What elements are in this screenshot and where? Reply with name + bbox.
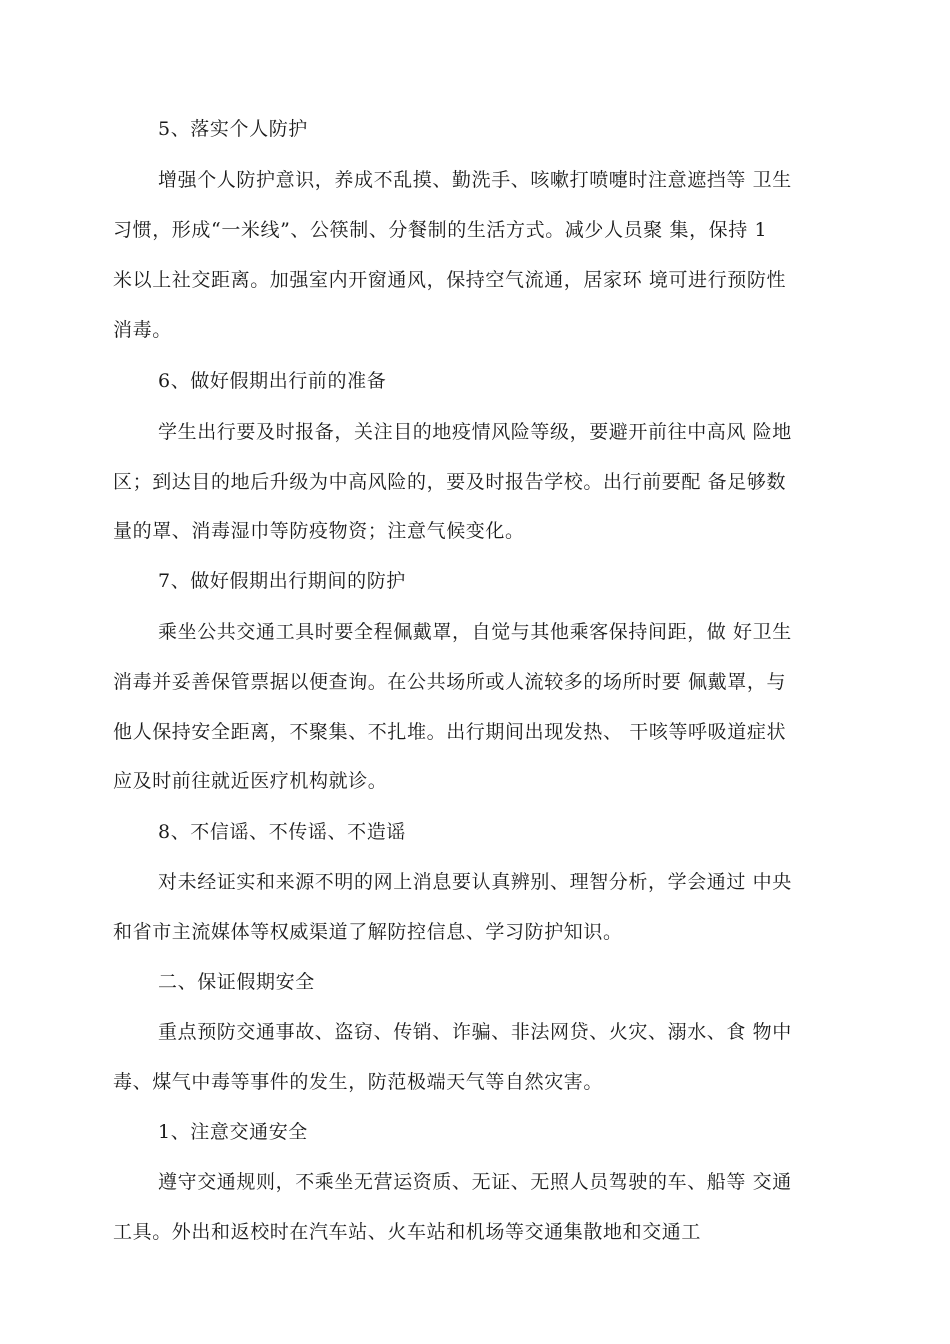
paragraph-line: 重点预防交通事故、盗窃、传销、诈骗、非法网贷、火灾、溺水、食 物中 xyxy=(158,1021,792,1043)
paragraph-line: 乘坐公共交通工具时要全程佩戴罩，自觉与其他乘客保持间距，做 好卫生 xyxy=(158,621,792,643)
paragraph-line: 增强个人防护意识，养成不乱摸、勤洗手、咳嗽打喷嚏时注意遮挡等 卫生 xyxy=(158,169,792,191)
heading-pre-travel: 6、做好假期出行前的准备 xyxy=(158,370,387,392)
heading-rumors: 8、不信谣、不传谣、不造谣 xyxy=(158,821,406,843)
paragraph-line: 消毒。 xyxy=(113,319,172,341)
paragraph-line: 毒、煤气中毒等事件的发生，防范极端天气等自然灾害。 xyxy=(113,1071,604,1093)
paragraph-line: 遵守交通规则，不乘坐无营运资质、无证、无照人员驾驶的车、船等 交通 xyxy=(158,1171,792,1193)
paragraph-line: 工具。外出和返校时在汽车站、火车站和机场等交通集散地和交通工 xyxy=(113,1221,702,1243)
paragraph-line: 米以上社交距离。加强室内开窗通风，保持空气流通，居家环 境可进行预防性 xyxy=(113,269,787,291)
section-heading-holiday-safety: 二、保证假期安全 xyxy=(158,971,315,993)
heading-during-travel: 7、做好假期出行期间的防护 xyxy=(158,570,406,592)
heading-personal-protection: 5、落实个人防护 xyxy=(158,118,308,140)
heading-traffic-safety: 1、注意交通安全 xyxy=(158,1121,308,1143)
paragraph-line: 消毒并妥善保管票据以便查询。在公共场所或人流较多的场所时要 佩戴罩，与 xyxy=(113,671,787,693)
paragraph-line: 和省市主流媒体等权威渠道了解防控信息、学习防护知识。 xyxy=(113,921,623,943)
paragraph-line: 量的罩、消毒湿巾等防疫物资；注意气候变化。 xyxy=(113,520,525,542)
paragraph-line: 学生出行要及时报备，关注目的地疫情风险等级，要避开前往中高风 险地 xyxy=(158,421,792,443)
paragraph-line: 应及时前往就近医疗机构就诊。 xyxy=(113,770,388,792)
paragraph-line: 他人保持安全距离，不聚集、不扎堆。出行期间出现发热、 干咳等呼吸道症状 xyxy=(113,721,787,743)
paragraph-line: 区；到达目的地后升级为中高风险的，要及时报告学校。出行前要配 备足够数 xyxy=(113,471,787,493)
paragraph-line: 对未经证实和来源不明的网上消息要认真辨别、理智分析，学会通过 中央 xyxy=(158,871,792,893)
paragraph-line: 习惯，形成“一米线”、公筷制、分餐制的生活方式。减少人员聚 集，保持 1 xyxy=(113,219,768,241)
